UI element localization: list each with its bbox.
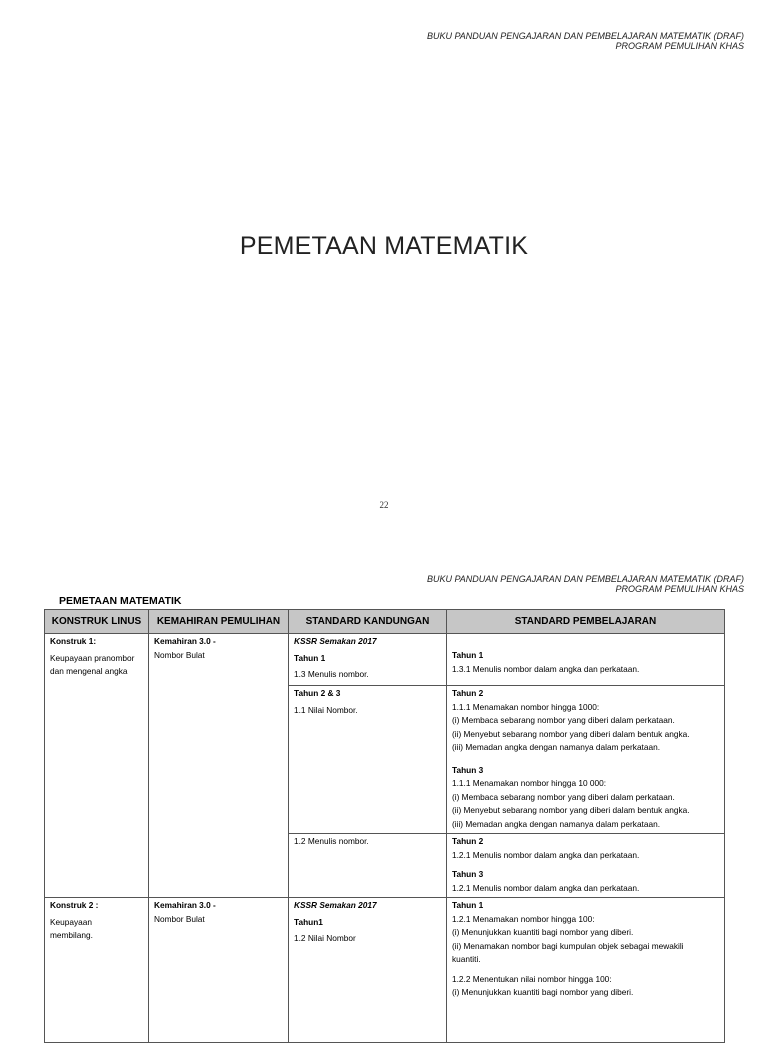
sp-line: (ii) Menyebut sebarang nombor yang diberi dalam bentuk angka. [452, 805, 690, 815]
tahun-label: Tahun 1 [294, 652, 326, 663]
header-line-1: BUKU PANDUAN PENGAJARAN DAN PEMBELAJARAN MATEMATIK (DRAF) [426, 574, 744, 584]
section-title: PEMETAAN MATEMATIK [59, 595, 182, 607]
sp-line: (i) Menunjukkan kuantiti bagi nombor yang diberi. [452, 987, 634, 997]
sp-text: 1.3.1 Menulis nombor dalam angka dan perkataan. [452, 663, 640, 674]
konstruk-desc-line: Keupayaan [50, 916, 92, 927]
tahun-label: Tahun 2 & 3 [294, 688, 341, 698]
table-row [45, 898, 725, 1043]
header-line-1: BUKU PANDUAN PENGAJARAN DAN PEMBELAJARAN MATEMATIK (DRAF) [426, 31, 744, 41]
tahun-label: Tahun1 [294, 916, 323, 927]
tahun-label: Tahun 2 [452, 836, 484, 846]
col-header-konstruk: KONSTRUK LINUS [45, 610, 149, 634]
sp-line: 1.2.2 Menentukan nilai nombor hingga 100: [452, 973, 612, 984]
col-header-standard-pembelajaran: STANDARD PEMBELAJARAN [447, 610, 725, 634]
sp-line: kuantiti. [452, 954, 481, 964]
sp-line: (i) Membaca sebarang nombor yang diberi dalam perkataan. [452, 791, 675, 802]
sp-line: (ii) Menamakan nombor bagi kumpulan objek sebagai mewakili [452, 940, 684, 951]
mapping-table [44, 609, 725, 1043]
standard-pembelajaran-cell [447, 898, 725, 1043]
table-row [45, 634, 725, 686]
table-header-row [45, 610, 725, 634]
sk-text: 1.3 Menulis nombor. [294, 669, 369, 679]
konstruk-title: Konstruk 1: [50, 636, 97, 646]
sp-line: 1.1.1 Menamakan nombor hingga 10 000: [452, 778, 607, 788]
kemahiran-title: Kemahiran 3.0 - [154, 636, 216, 646]
running-header [427, 574, 744, 594]
sp-line: (iii) Memadan angka dengan namanya dalam perkataan. [452, 742, 661, 752]
konstruk-desc-line: dan mengenal angka [50, 666, 128, 676]
sp-line: 1.2.1 Menulis nombor dalam angka dan perkataan. [452, 882, 640, 893]
page-title: PEMETAAN MATEMATIK [239, 232, 529, 260]
konstruk-title: Konstruk 2 : [50, 900, 99, 910]
sp-line: 1.2.1 Menulis nombor dalam angka dan perkataan. [452, 849, 640, 860]
tahun-label: Tahun 2 [452, 688, 484, 698]
header-line-2: PROGRAM PEMULIHAN KHAS [615, 41, 744, 51]
standard-pembelajaran-cell [447, 634, 725, 686]
konstruk-desc-line: membilang. [50, 930, 93, 940]
sp-line: (ii) Menyebut sebarang nombor yang diberi dalam bentuk angka. [452, 728, 690, 739]
konstruk-cell [45, 634, 149, 898]
running-header [427, 31, 744, 51]
tahun-label: Tahun 3 [452, 869, 484, 879]
page-number: 22 [379, 500, 389, 510]
sp-line: (iii) Memadan angka dengan namanya dalam perkataan. [452, 818, 661, 829]
kemahiran-title: Kemahiran 3.0 - [154, 900, 216, 910]
sk-text: 1.2 Nilai Nombor [294, 933, 356, 943]
standard-kandungan-cell [289, 686, 447, 834]
tahun-label: Tahun 1 [452, 900, 484, 910]
tahun-label: Tahun 3 [452, 764, 484, 775]
col-header-standard-kandungan: STANDARD KANDUNGAN [289, 610, 447, 634]
sp-line: (i) Menunjukkan kuantiti bagi nombor yang diberi. [452, 927, 634, 937]
sp-line: 1.2.1 Menamakan nombor hingga 100: [452, 913, 595, 924]
col-header-kemahiran: KEMAHIRAN PEMULIHAN [149, 610, 289, 634]
standard-pembelajaran-cell [447, 686, 725, 834]
konstruk-cell [45, 898, 149, 1043]
sp-line: (i) Membaca sebarang nombor yang diberi dalam perkataan. [452, 715, 675, 725]
sk-text: 1.2 Menulis nombor. [294, 836, 369, 846]
standard-kandungan-cell [289, 898, 447, 1043]
standard-pembelajaran-cell [447, 834, 725, 898]
standard-kandungan-cell [289, 634, 447, 686]
tahun-label: Tahun 1 [452, 650, 484, 660]
sk-text: 1.1 Nilai Nombor. [294, 704, 358, 715]
kemahiran-cell [149, 898, 289, 1043]
kemahiran-desc: Nombor Bulat [154, 649, 205, 660]
kssr-label: KSSR Semakan 2017 [294, 636, 377, 646]
standard-kandungan-cell [289, 834, 447, 898]
kemahiran-cell [149, 634, 289, 898]
kemahiran-desc: Nombor Bulat [154, 913, 205, 924]
konstruk-desc-line: Keupayaan pranombor [50, 652, 135, 663]
kssr-label: KSSR Semakan 2017 [294, 900, 377, 910]
sp-line: 1.1.1 Menamakan nombor hingga 1000: [452, 701, 600, 712]
header-line-2: PROGRAM PEMULIHAN KHAS [615, 584, 744, 594]
